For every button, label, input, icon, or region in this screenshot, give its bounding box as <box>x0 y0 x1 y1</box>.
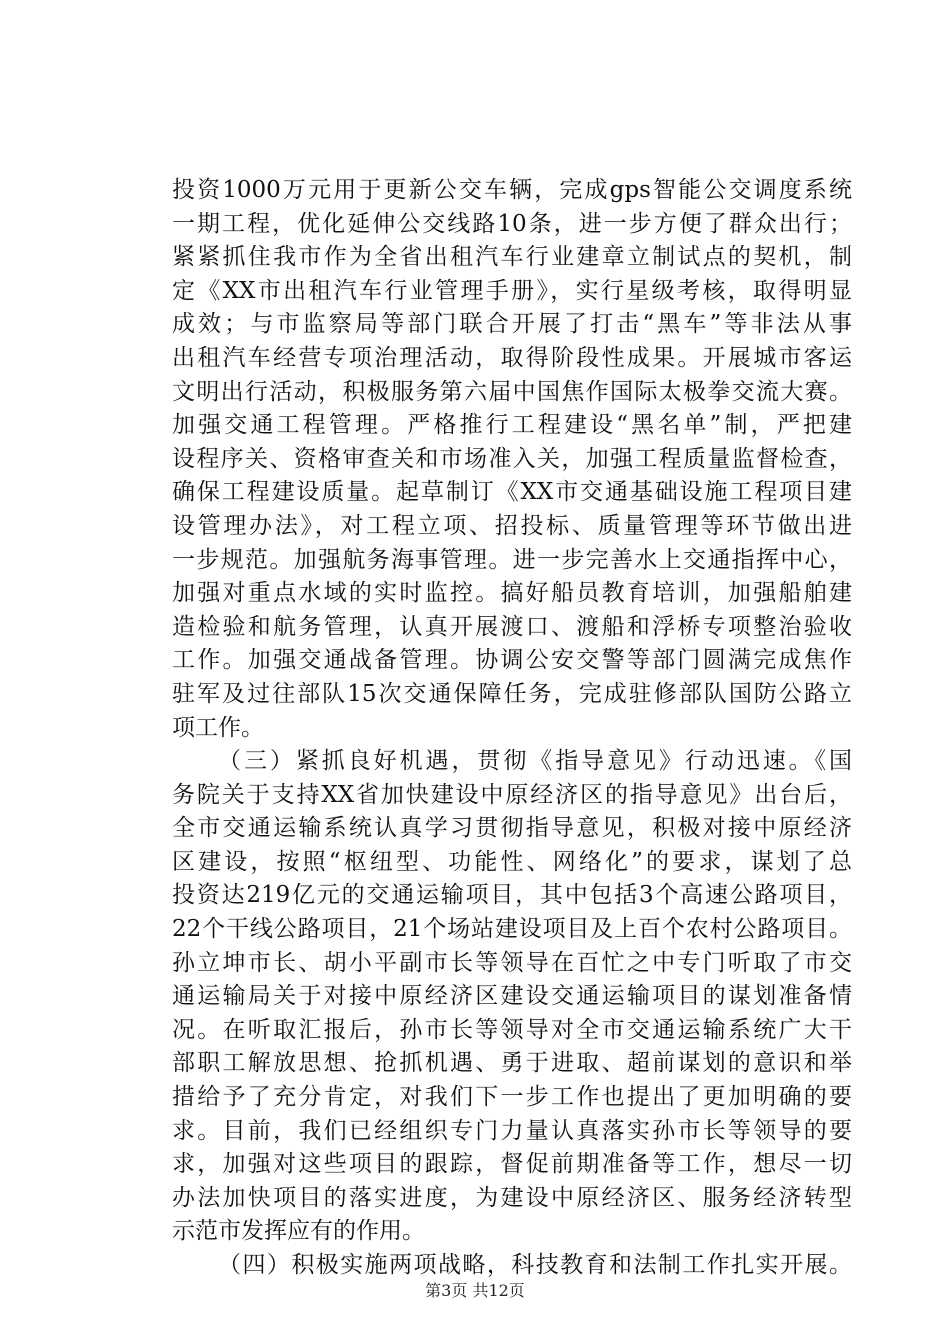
text-line: 示范市发挥应有的作用。 <box>172 1218 425 1245</box>
text-line: 部职工解放思想、抢抓机遇、勇于进取、超前谋划的意识和举 <box>172 1050 852 1077</box>
page-footer: 第3页 共12页 <box>425 1281 525 1300</box>
document-body <box>172 174 852 1283</box>
text-line: 设程序关、资格审查关和市场准入关，加强工程质量监督检查， <box>172 445 852 472</box>
text-line: 措给予了充分肯定，对我们下一步工作也提出了更加明确的要 <box>172 1084 852 1111</box>
text-line: （四）积极实施两项战略，科技教育和法制工作扎实开展。 <box>218 1252 852 1278</box>
text-line: 驻军及过往部队15次交通保障任务，完成驻修部队国防公路立 <box>172 680 852 707</box>
text-line: 办法加快项目的落实进度，为建设中原经济区、服务经济转型 <box>172 1184 852 1211</box>
text-line: 定《XX市出租汽车行业管理手册》，实行星级考核，取得明显 <box>172 277 852 304</box>
text-line: 加强交通工程管理。严格推行工程建设“黑名单”制，严把建 <box>172 412 852 439</box>
text-line: （三）紧抓良好机遇，贯彻《指导意见》行动迅速。《国 <box>218 748 852 775</box>
text-line: 投资达219亿元的交通运输项目，其中包括3个高速公路项目， <box>172 882 852 909</box>
text-line: 加强对重点水域的实时监控。搞好船员教育培训，加强船舶建 <box>172 580 852 607</box>
text-line: 项工作。 <box>172 714 264 741</box>
text-line: 工作。加强交通战备管理。协调公安交警等部门圆满完成焦作 <box>172 647 852 674</box>
text-line: 22个干线公路项目，21个场站建设项目及上百个农村公路项目。 <box>172 916 852 943</box>
text-line: 求。目前，我们已经组织专门力量认真落实孙市长等领导的要 <box>172 1117 852 1144</box>
text-line: 务院关于支持XX省加快建设中原经济区的指导意见》出台后， <box>172 781 852 808</box>
text-line: 文明出行活动，积极服务第六届中国焦作国际太极拳交流大赛。 <box>172 378 852 405</box>
text-line: 出租汽车经营专项治理活动，取得阶段性成果。开展城市客运 <box>172 344 852 371</box>
text-line: 一步规范。加强航务海事管理。进一步完善水上交通指挥中心， <box>172 546 852 573</box>
text-line: 设管理办法》，对工程立项、招投标、质量管理等环节做出进 <box>172 512 852 539</box>
text-line: 全市交通运输系统认真学习贯彻指导意见，积极对接中原经济 <box>172 815 852 842</box>
text-line: 一期工程，优化延伸公交线路10条，进一步方便了群众出行； <box>172 210 852 237</box>
text-line: 况。在听取汇报后，孙市长等领导对全市交通运输系统广大干 <box>172 1016 852 1043</box>
text-line: 投资1000万元用于更新公交车辆，完成gps智能公交调度系统 <box>172 177 852 203</box>
text-line: 造检验和航务管理，认真开展渡口、渡船和浮桥专项整治验收 <box>172 613 852 640</box>
text-line: 孙立坤市长、胡小平副市长等领导在百忙之中专门听取了市交 <box>172 949 852 976</box>
text-line: 区建设，按照“枢纽型、功能性、网络化”的要求，谋划了总 <box>172 848 852 875</box>
text-line: 求，加强对这些项目的跟踪，督促前期准备等工作，想尽一切 <box>172 1151 852 1178</box>
text-line: 通运输局关于对接中原经济区建设交通运输项目的谋划准备情 <box>172 983 852 1010</box>
text-line: 紧紧抓住我市作为全省出租汽车行业建章立制试点的契机，制 <box>172 244 852 271</box>
text-line: 确保工程建设质量。起草制订《XX市交通基础设施工程项目建 <box>172 479 852 506</box>
text-line: 成效；与市监察局等部门联合开展了打击“黑车”等非法从事 <box>172 311 852 338</box>
